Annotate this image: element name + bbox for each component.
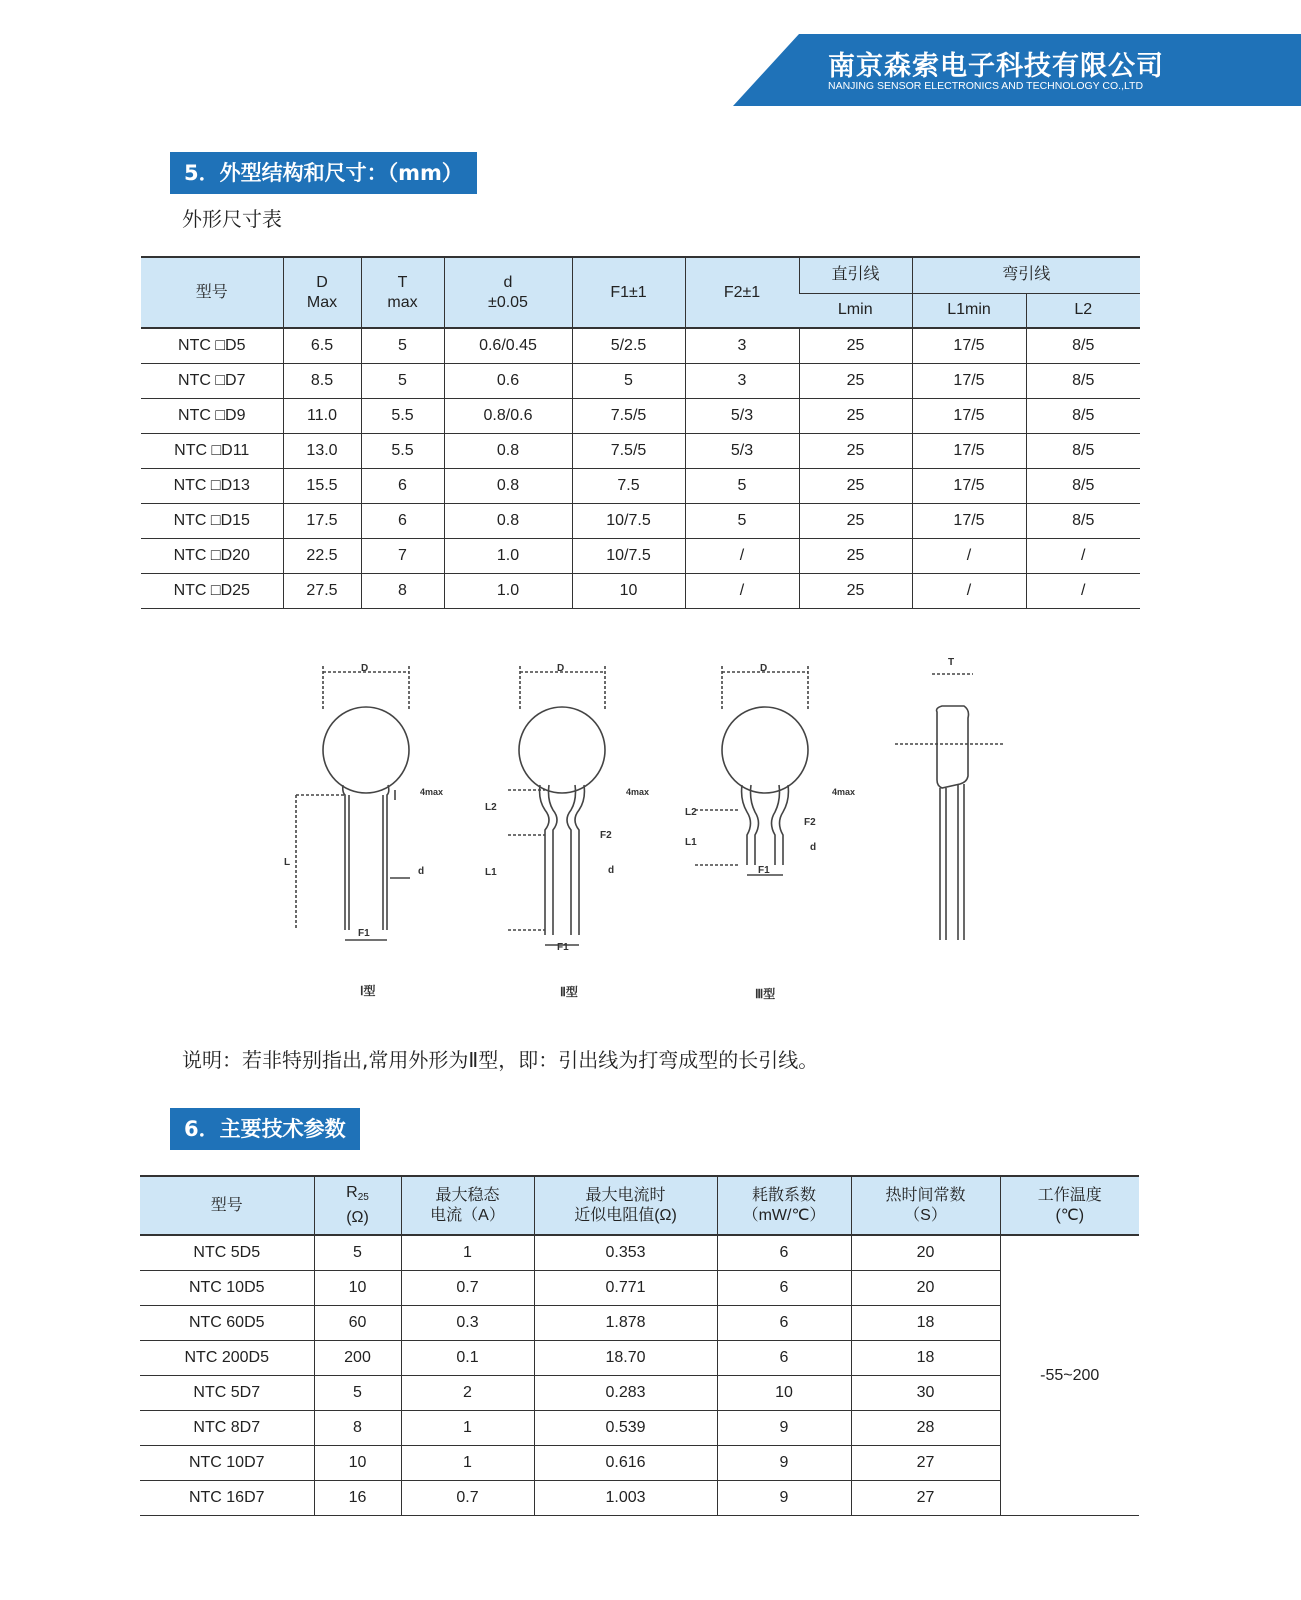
table-cell: 6 xyxy=(361,504,444,539)
table-cell: 0.6/0.45 xyxy=(444,328,572,364)
table-cell: NTC 10D7 xyxy=(140,1446,314,1481)
param-header-dissipation: 耗散系数 （mW/℃） xyxy=(717,1176,851,1235)
header-T: T max xyxy=(361,257,444,328)
table-cell: 0.8 xyxy=(444,469,572,504)
table-cell: 0.283 xyxy=(534,1376,717,1411)
table-cell: 7.5/5 xyxy=(572,399,685,434)
table-cell: 1.878 xyxy=(534,1306,717,1341)
table-cell: 1.0 xyxy=(444,574,572,609)
table-cell: 17/5 xyxy=(912,504,1026,539)
operating-temp-cell: -55~200 xyxy=(1000,1235,1139,1516)
param-header-temp: 工作温度 (℃) xyxy=(1000,1176,1139,1235)
parameter-table xyxy=(140,1175,1139,1516)
side-view-drawing xyxy=(895,674,1005,940)
table-cell: 5 xyxy=(572,364,685,399)
type2-drawing xyxy=(508,666,605,945)
dimension-table xyxy=(141,256,1140,609)
table-row xyxy=(140,1411,1139,1446)
param-header-time-constant: 热时间常数 （S） xyxy=(851,1176,1000,1235)
section5-subtitle: 外形尺寸表 xyxy=(182,207,282,231)
diag-label-d2: d xyxy=(608,865,615,876)
diag-label-L: L xyxy=(284,857,291,868)
table-row xyxy=(140,1306,1139,1341)
param-header-model: 型号 xyxy=(140,1176,314,1235)
table-cell: NTC 60D5 xyxy=(140,1306,314,1341)
table-cell: NTC 8D7 xyxy=(140,1411,314,1446)
section6-title: 6．主要技术参数 xyxy=(170,1108,360,1150)
table-cell: NTC □D15 xyxy=(141,504,283,539)
dimension-table-body xyxy=(141,328,1140,609)
diag-label-T: T xyxy=(948,657,955,668)
table-cell: 18 xyxy=(851,1306,1000,1341)
company-name-en: NANJING SENSOR ELECTRONICS AND TECHNOLOGY CO.,LTD xyxy=(828,80,1144,92)
diag-label-F1c: F1 xyxy=(758,865,770,876)
table-cell: 0.8 xyxy=(444,434,572,469)
table-row xyxy=(141,574,1140,609)
table-row xyxy=(141,469,1140,504)
diag-label-F1a: F1 xyxy=(358,928,370,939)
diag-label-L1: L1 xyxy=(485,867,497,878)
header-L1min: L1min xyxy=(912,293,1026,328)
diag-label-F1b: F1 xyxy=(557,942,569,953)
parameter-table-body xyxy=(140,1235,1139,1516)
table-row xyxy=(141,364,1140,399)
table-cell: 7 xyxy=(361,539,444,574)
table-cell: 0.3 xyxy=(401,1306,534,1341)
table-cell: 18.70 xyxy=(534,1341,717,1376)
table-cell: 5 xyxy=(361,328,444,364)
table-cell: 0.7 xyxy=(401,1481,534,1516)
table-cell: 25 xyxy=(799,504,912,539)
table-cell: 25 xyxy=(799,328,912,364)
type1-drawing xyxy=(296,666,410,940)
table-cell: 5/2.5 xyxy=(572,328,685,364)
table-cell: NTC 10D5 xyxy=(140,1271,314,1306)
table-cell: 6 xyxy=(361,469,444,504)
table-cell: 10 xyxy=(717,1376,851,1411)
table-row xyxy=(140,1341,1139,1376)
diag-label-L2b: L2 xyxy=(685,807,697,818)
table-cell: 8/5 xyxy=(1026,469,1140,504)
header-L2: L2 xyxy=(1026,293,1140,328)
table-cell: NTC □D5 xyxy=(141,328,283,364)
table-cell: 8/5 xyxy=(1026,504,1140,539)
table-cell: NTC □D25 xyxy=(141,574,283,609)
table-row xyxy=(141,399,1140,434)
header-bent-lead: 弯引线 xyxy=(912,257,1140,293)
table-cell: 3 xyxy=(685,328,799,364)
table-cell: 8 xyxy=(314,1411,401,1446)
table-cell: 5/3 xyxy=(685,399,799,434)
param-header-r25: R25 (Ω) xyxy=(314,1176,401,1235)
table-cell: 8 xyxy=(361,574,444,609)
table-cell: 10 xyxy=(314,1271,401,1306)
type3-drawing xyxy=(695,666,808,875)
table-cell: NTC 5D7 xyxy=(140,1376,314,1411)
table-cell: 6 xyxy=(717,1271,851,1306)
table-cell: 11.0 xyxy=(283,399,361,434)
diag-label-4max3: 4max xyxy=(832,787,856,797)
table-cell: 9 xyxy=(717,1411,851,1446)
table-cell: 25 xyxy=(799,574,912,609)
table-cell: 5 xyxy=(314,1376,401,1411)
param-header-resistance: 最大电流时 近似电阻值(Ω) xyxy=(534,1176,717,1235)
table-cell: 13.0 xyxy=(283,434,361,469)
diag-label-4max1: 4max xyxy=(420,787,444,797)
table-row xyxy=(140,1271,1139,1306)
table-cell: 25 xyxy=(799,399,912,434)
table-cell: 25 xyxy=(799,364,912,399)
table-cell: 6.5 xyxy=(283,328,361,364)
table-cell: 17/5 xyxy=(912,328,1026,364)
table-cell: 16 xyxy=(314,1481,401,1516)
table-cell: 9 xyxy=(717,1481,851,1516)
table-cell: 8/5 xyxy=(1026,328,1140,364)
table-cell: 17/5 xyxy=(912,434,1026,469)
table-cell: 6 xyxy=(717,1235,851,1271)
table-cell: 3 xyxy=(685,364,799,399)
table-cell: / xyxy=(685,539,799,574)
table-row xyxy=(140,1235,1139,1271)
table-cell: 25 xyxy=(799,539,912,574)
table-cell: 5.5 xyxy=(361,399,444,434)
table-cell: 25 xyxy=(799,469,912,504)
diag-type3-label: Ⅲ型 xyxy=(755,987,776,1001)
table-cell: 200 xyxy=(314,1341,401,1376)
table-row xyxy=(140,1376,1139,1411)
table-cell: NTC □D13 xyxy=(141,469,283,504)
table-cell: 5 xyxy=(361,364,444,399)
table-cell: 5 xyxy=(314,1235,401,1271)
table-cell: NTC □D20 xyxy=(141,539,283,574)
table-cell: 7.5/5 xyxy=(572,434,685,469)
table-cell: 5/3 xyxy=(685,434,799,469)
table-cell: 6 xyxy=(717,1341,851,1376)
table-cell: 10/7.5 xyxy=(572,504,685,539)
diag-label-D2: D xyxy=(557,663,565,674)
table-cell: 27 xyxy=(851,1481,1000,1516)
diag-label-4max2: 4max xyxy=(626,787,650,797)
diag-label-L2: L2 xyxy=(485,802,497,813)
table-cell: 0.8 xyxy=(444,504,572,539)
table-cell: 0.539 xyxy=(534,1411,717,1446)
table-cell: NTC □D9 xyxy=(141,399,283,434)
table-cell: / xyxy=(685,574,799,609)
table-row xyxy=(140,1481,1139,1516)
table-cell: NTC 200D5 xyxy=(140,1341,314,1376)
header-Lmin: Lmin xyxy=(799,293,912,328)
table-cell: / xyxy=(1026,539,1140,574)
table-cell: 0.616 xyxy=(534,1446,717,1481)
table-cell: 60 xyxy=(314,1306,401,1341)
table-cell: 25 xyxy=(799,434,912,469)
table-cell: 17/5 xyxy=(912,364,1026,399)
diag-type1-label: Ⅰ型 xyxy=(360,984,376,998)
header-F2: F2±1 xyxy=(685,257,799,328)
table-cell: 10 xyxy=(314,1446,401,1481)
table-cell: 5.5 xyxy=(361,434,444,469)
table-cell: 0.1 xyxy=(401,1341,534,1376)
table-cell: 2 xyxy=(401,1376,534,1411)
param-header-max-current: 最大稳态 电流（A） xyxy=(401,1176,534,1235)
table-cell: 8.5 xyxy=(283,364,361,399)
table-cell: 27 xyxy=(851,1446,1000,1481)
diag-label-d1: d xyxy=(418,866,425,877)
table-row xyxy=(141,328,1140,364)
table-cell: 30 xyxy=(851,1376,1000,1411)
table-cell: 10/7.5 xyxy=(572,539,685,574)
table-cell: 8/5 xyxy=(1026,399,1140,434)
table-cell: NTC 16D7 xyxy=(140,1481,314,1516)
header-D: D Max xyxy=(283,257,361,328)
company-name-cn: 南京森索电子科技有限公司 xyxy=(828,51,1164,82)
table-cell: 1.0 xyxy=(444,539,572,574)
table-cell: 22.5 xyxy=(283,539,361,574)
diag-type2-label: Ⅱ型 xyxy=(560,985,578,999)
table-cell: 10 xyxy=(572,574,685,609)
table-cell: 5 xyxy=(685,504,799,539)
table-cell: 1 xyxy=(401,1446,534,1481)
diag-label-D3: D xyxy=(760,663,768,674)
table-cell: 15.5 xyxy=(283,469,361,504)
table-cell: 8/5 xyxy=(1026,434,1140,469)
table-cell: / xyxy=(1026,574,1140,609)
section5-title: 5．外型结构和尺寸：（mm） xyxy=(170,152,477,194)
table-cell: 18 xyxy=(851,1341,1000,1376)
table-cell: 0.7 xyxy=(401,1271,534,1306)
table-cell: 8/5 xyxy=(1026,364,1140,399)
header-model: 型号 xyxy=(141,257,283,328)
diag-label-F2a: F2 xyxy=(600,830,612,841)
table-cell: 0.353 xyxy=(534,1235,717,1271)
table-cell: 0.771 xyxy=(534,1271,717,1306)
table-cell: 17/5 xyxy=(912,469,1026,504)
table-cell: / xyxy=(912,574,1026,609)
outline-drawing xyxy=(270,640,1030,1020)
header-d: d ±0.05 xyxy=(444,257,572,328)
table-cell: / xyxy=(912,539,1026,574)
table-cell: 17.5 xyxy=(283,504,361,539)
table-cell: 20 xyxy=(851,1235,1000,1271)
table-cell: 20 xyxy=(851,1271,1000,1306)
diag-label-D1: D xyxy=(361,663,369,674)
table-cell: 1.003 xyxy=(534,1481,717,1516)
table-cell: 1 xyxy=(401,1411,534,1446)
table-row xyxy=(140,1446,1139,1481)
table-cell: 28 xyxy=(851,1411,1000,1446)
diag-label-L1b: L1 xyxy=(685,837,697,848)
table-cell: 27.5 xyxy=(283,574,361,609)
table-cell: 9 xyxy=(717,1446,851,1481)
table-row xyxy=(141,539,1140,574)
header-F1: F1±1 xyxy=(572,257,685,328)
table-cell: 0.8/0.6 xyxy=(444,399,572,434)
table-cell: NTC □D7 xyxy=(141,364,283,399)
table-cell: NTC □D11 xyxy=(141,434,283,469)
table-row xyxy=(141,434,1140,469)
table-row xyxy=(141,504,1140,539)
table-cell: NTC 5D5 xyxy=(140,1235,314,1271)
table-cell: 5 xyxy=(685,469,799,504)
header-straight-lead: 直引线 xyxy=(799,257,912,293)
table-cell: 6 xyxy=(717,1306,851,1341)
table-cell: 7.5 xyxy=(572,469,685,504)
diag-label-d3: d xyxy=(810,842,817,853)
table-cell: 17/5 xyxy=(912,399,1026,434)
table-cell: 0.6 xyxy=(444,364,572,399)
diag-label-F2b: F2 xyxy=(804,817,816,828)
section5-note: 说明：若非特别指出,常用外形为Ⅱ型，即：引出线为打弯成型的长引线。 xyxy=(182,1048,819,1072)
table-cell: 1 xyxy=(401,1235,534,1271)
